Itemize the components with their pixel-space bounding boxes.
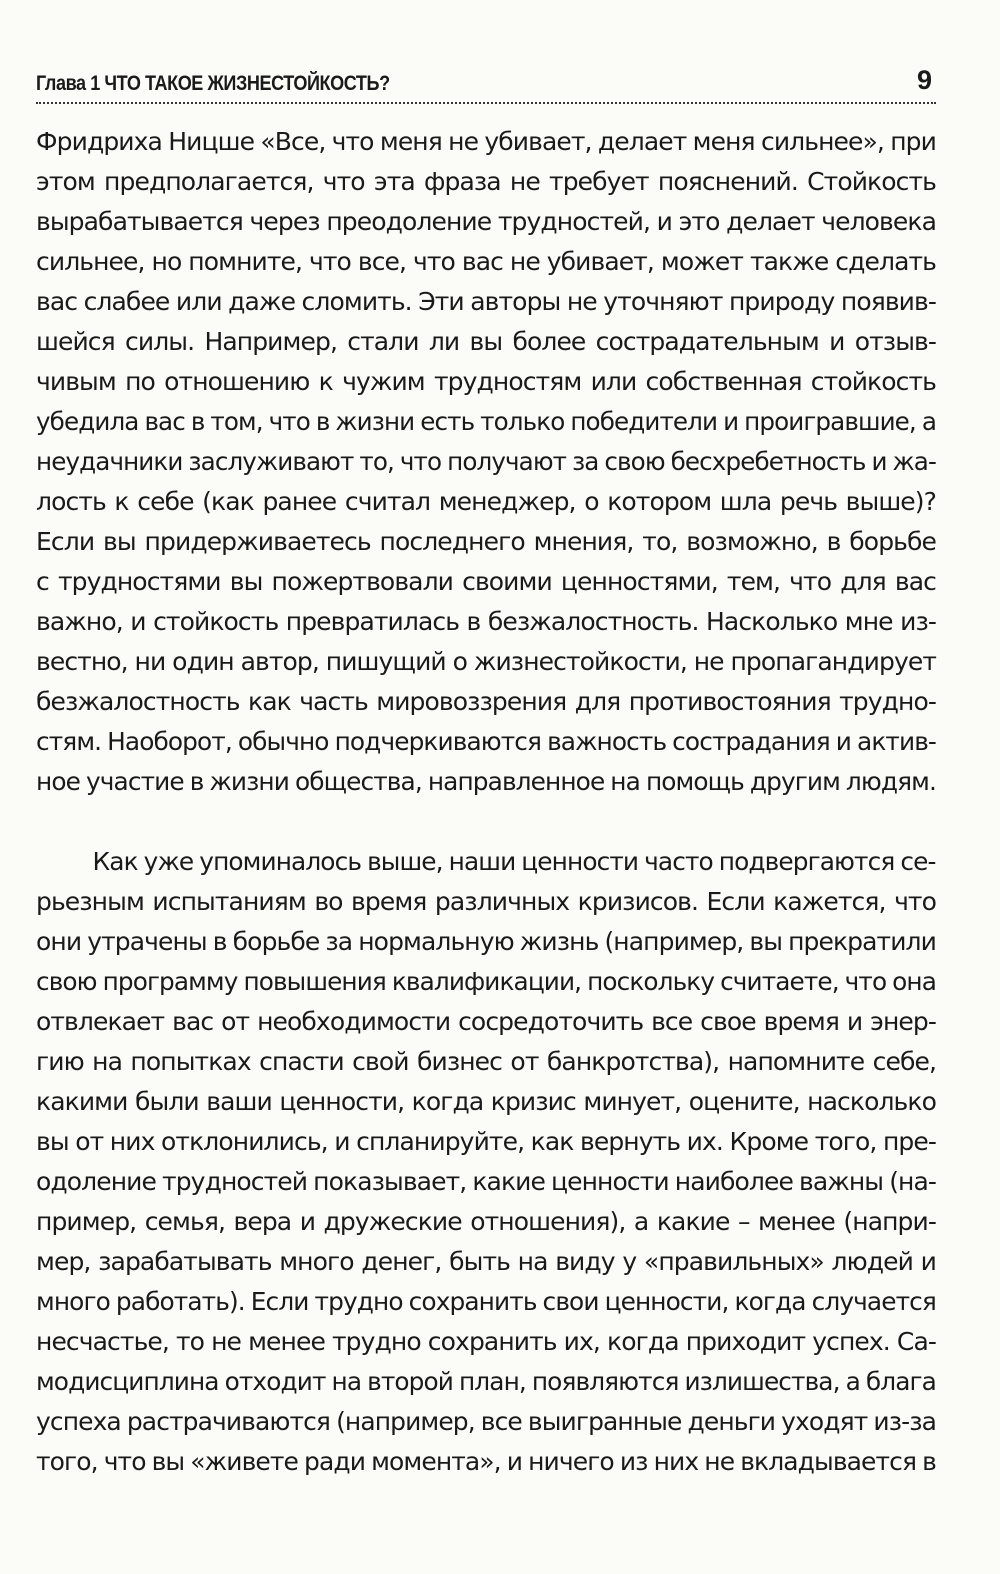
text-line: гию на попытках спасти свой бизнес от банкротства), напомните себе, bbox=[36, 1047, 936, 1076]
text-line: одоление трудностей показывает, какие ценности наиболее важны (на- bbox=[36, 1167, 937, 1196]
text-line: свою программу повышения квалификации, поскольку считаете, что она bbox=[36, 967, 937, 996]
text-line: мер, зарабатывать много денег, быть на виду у «правильных» людей и bbox=[36, 1247, 936, 1276]
text-line: шейся силы. Например, стали ли вы более сострадательным и отзыв- bbox=[36, 327, 936, 356]
page-number: 9 bbox=[916, 65, 932, 95]
text-line: Если вы придерживаетесь последнего мнения, то, возможно, в борьбе bbox=[36, 527, 936, 556]
text-line: какими были ваши ценности, когда кризис минует, оцените, насколько bbox=[36, 1087, 936, 1116]
text-line: много работать). Если трудно сохранить свои ценности, когда случается bbox=[36, 1287, 936, 1316]
paragraph-gap bbox=[36, 802, 936, 842]
text-line: сильнее, но помните, что все, что вас не убивает, может также сделать bbox=[36, 247, 936, 276]
text-line: вырабатывается через преодоление трудностей, и это делает человека bbox=[36, 207, 936, 236]
text-line: пример, семья, вера и дружеские отношения), а какие – менее (напри- bbox=[36, 1207, 936, 1236]
text-line: важно, и стойкость превратилась в безжалостность. Насколько мне из- bbox=[36, 607, 936, 636]
paragraph-1 bbox=[36, 122, 936, 802]
text-line: отвлекает вас от необходимости сосредоточить все свое время и энер- bbox=[36, 1007, 936, 1036]
text-line: они утрачены в борьбе за нормальную жизнь (например, вы прекратили bbox=[36, 927, 936, 956]
text-line: несчастье, то не менее трудно сохранить их, когда приходит успех. Са- bbox=[36, 1327, 936, 1356]
text-line: успеха растрачиваются (например, все выигранные деньги уходят из-за bbox=[36, 1407, 936, 1436]
text-line: неудачники заслуживают то, что получают за свою бесхребетность и жа- bbox=[36, 447, 937, 476]
text-line: рьезным испытаниям во время различных кризисов. Если кажется, что bbox=[36, 887, 936, 916]
text-line: чивым по отношению к чужим трудностям или собственная стойкость bbox=[36, 367, 936, 396]
text-line: лость к себе (как ранее считал менеджер, о котором шла речь выше)? bbox=[36, 487, 936, 516]
book-page bbox=[36, 62, 936, 1482]
text-line: с трудностями вы пожертвовали своими ценностями, тем, что для вас bbox=[36, 567, 936, 596]
text-line: того, что вы «живете ради момента», и ничего из них не вкладывается в bbox=[36, 1447, 936, 1476]
text-line: этом предполагается, что эта фраза не требует пояснений. Стойкость bbox=[36, 167, 936, 196]
text-line: вы от них отклонились, и спланируйте, как вернуть их. Кроме того, пре- bbox=[36, 1127, 936, 1156]
running-header bbox=[36, 62, 936, 104]
text-line: Фридриха Ницше «Все, что меня не убивает, делает меня сильнее», при bbox=[36, 127, 936, 156]
text-line: убедила вас в том, что в жизни есть только победители и проигравшие, а bbox=[36, 407, 937, 436]
chapter-title: Глава 1 ЧТО ТАКОЕ ЖИЗНЕСТОЙКОСТЬ? bbox=[36, 72, 390, 95]
text-line: стям. Наоборот, обычно подчеркиваются важность сострадания и актив- bbox=[36, 727, 936, 756]
text-line: безжалостность как часть мировоззрения для противостояния трудно- bbox=[36, 687, 936, 716]
text-line: модисциплина отходит на второй план, появляются излишества, а блага bbox=[36, 1367, 936, 1396]
body-text bbox=[36, 122, 936, 1482]
paragraph-2 bbox=[36, 842, 936, 1482]
text-line: Как уже упоминалось выше, наши ценности часто подвергаются се- bbox=[92, 847, 936, 876]
text-line: ное участие в жизни общества, направленное на помощь другим людям. bbox=[36, 767, 936, 796]
text-line: вас слабее или даже сломить. Эти авторы не уточняют природу появив- bbox=[36, 287, 936, 316]
text-line: вестно, ни один автор, пишущий о жизнестойкости, не пропагандирует bbox=[36, 647, 936, 676]
